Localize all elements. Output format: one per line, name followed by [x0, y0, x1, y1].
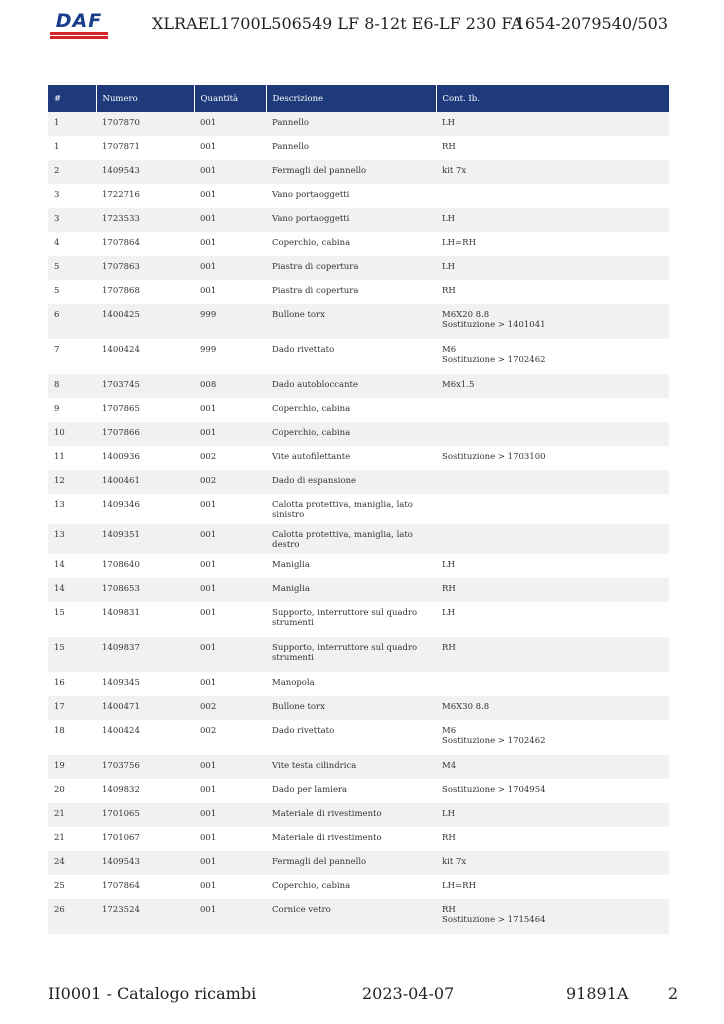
cell-quantity: 001: [194, 160, 266, 184]
cell-part-number: 1722716: [96, 184, 194, 208]
page-footer: [0, 978, 724, 1008]
cell-quantity: 001: [194, 524, 266, 554]
content-value: LH: [442, 560, 456, 570]
cell-index: 3: [48, 184, 96, 208]
cell-quantity: 001: [194, 256, 266, 280]
cell-description: Manopola: [266, 672, 436, 696]
cell-part-number: 1400424: [96, 720, 194, 755]
table-row: [48, 184, 669, 208]
cell-part-number: 1400461: [96, 470, 194, 494]
cell-quantity: 001: [194, 755, 266, 779]
content-value: LH: [442, 608, 456, 618]
cell-part-number: 1723524: [96, 899, 194, 934]
cell-part-number: 1708653: [96, 578, 194, 602]
cell-index: 9: [48, 398, 96, 422]
table-row: [48, 304, 669, 339]
cell-index: 24: [48, 851, 96, 875]
table-row: [48, 280, 669, 304]
cell-quantity: 001: [194, 578, 266, 602]
cell-part-number: 1409543: [96, 851, 194, 875]
document-title: XLRAEL1700L506549 LF 8-12t E6-LF 230 FA: [152, 14, 523, 33]
content-value: M6: [442, 345, 457, 355]
table-row: [48, 755, 669, 779]
cell-index: 11: [48, 446, 96, 470]
table-row: [48, 422, 669, 446]
cell-content: [436, 578, 669, 602]
cell-part-number: 1409543: [96, 160, 194, 184]
cell-content: [436, 398, 669, 422]
cell-part-number: 1409837: [96, 637, 194, 672]
table-header: [48, 85, 669, 112]
cell-description: Maniglia: [266, 578, 436, 602]
cell-description: Dado rivettato: [266, 339, 436, 374]
cell-part-number: 1707864: [96, 875, 194, 899]
page-number: 2: [668, 984, 679, 1003]
cell-quantity: 001: [194, 398, 266, 422]
cell-part-number: 1400471: [96, 696, 194, 720]
cell-content: [436, 112, 669, 136]
table-row: [48, 554, 669, 578]
cell-quantity: 001: [194, 208, 266, 232]
replacement-note: Sostituzione > 1715464: [442, 915, 546, 925]
cell-description: Materiale di rivestimento: [266, 803, 436, 827]
daf-logo: [48, 10, 110, 36]
cell-content: [436, 494, 669, 524]
cell-description: Maniglia: [266, 554, 436, 578]
cell-description: Pannello: [266, 136, 436, 160]
cell-content: [436, 696, 669, 720]
cell-part-number: 1703745: [96, 374, 194, 398]
content-value: LH: [442, 262, 456, 272]
table-body: [48, 112, 669, 934]
cell-quantity: 001: [194, 899, 266, 934]
content-value: LH: [442, 214, 456, 224]
cell-part-number: 1400424: [96, 339, 194, 374]
cell-description: Coperchio, cabina: [266, 875, 436, 899]
cell-content: [436, 827, 669, 851]
content-value: RH: [442, 643, 456, 653]
cell-content: [436, 208, 669, 232]
cell-index: 6: [48, 304, 96, 339]
cell-description: Bullone torx: [266, 304, 436, 339]
cell-content: [436, 422, 669, 446]
cell-index: 20: [48, 779, 96, 803]
cell-quantity: 001: [194, 184, 266, 208]
cell-content: [436, 136, 669, 160]
cell-index: 8: [48, 374, 96, 398]
content-value: RH: [442, 905, 456, 915]
cell-quantity: 002: [194, 696, 266, 720]
cell-content: [436, 374, 669, 398]
cell-index: 17: [48, 696, 96, 720]
cell-index: 2: [48, 160, 96, 184]
cell-part-number: 1409351: [96, 524, 194, 554]
cell-index: 12: [48, 470, 96, 494]
table-row: [48, 578, 669, 602]
cell-index: 18: [48, 720, 96, 755]
cell-quantity: 001: [194, 779, 266, 803]
cell-content: [436, 470, 669, 494]
table-row: [48, 779, 669, 803]
content-value: kit 7x: [442, 166, 467, 176]
content-value: M6X20 8.8: [442, 310, 490, 320]
catalog-date: 2023-04-07: [362, 984, 455, 1003]
content-value: LH: [442, 809, 456, 819]
cell-index: 21: [48, 803, 96, 827]
cell-description: Vano portaoggetti: [266, 184, 436, 208]
table-row: [48, 398, 669, 422]
content-value: RH: [442, 833, 456, 843]
content-value: RH: [442, 584, 456, 594]
cell-content: [436, 637, 669, 672]
table-row: [48, 374, 669, 398]
cell-content: [436, 339, 669, 374]
cell-part-number: 1400425: [96, 304, 194, 339]
cell-quantity: 001: [194, 637, 266, 672]
cell-description: Supporto, interruttore sul quadro strumenti: [266, 602, 436, 637]
cell-description: Coperchio, cabina: [266, 232, 436, 256]
cell-part-number: 1707871: [96, 136, 194, 160]
column-header-index: #: [48, 85, 96, 112]
cell-description: Supporto, interruttore sul quadro strumenti: [266, 637, 436, 672]
content-value: LH=RH: [442, 881, 476, 891]
cell-part-number: 1707864: [96, 232, 194, 256]
table-row: [48, 446, 669, 470]
cell-index: 7: [48, 339, 96, 374]
cell-description: Fermagli del pannello: [266, 851, 436, 875]
cell-part-number: 1707863: [96, 256, 194, 280]
cell-index: 10: [48, 422, 96, 446]
cell-description: Dado autobloccante: [266, 374, 436, 398]
cell-index: 3: [48, 208, 96, 232]
table-row: [48, 232, 669, 256]
cell-part-number: 1409345: [96, 672, 194, 696]
table-row: [48, 672, 669, 696]
cell-content: [436, 304, 669, 339]
cell-content: [436, 280, 669, 304]
content-value: Sostituzione > 1703100: [442, 452, 546, 462]
cell-quantity: 008: [194, 374, 266, 398]
cell-content: [436, 602, 669, 637]
table-row: [48, 470, 669, 494]
cell-quantity: 001: [194, 112, 266, 136]
content-value: M6: [442, 726, 457, 736]
cell-content: [436, 256, 669, 280]
cell-content: [436, 672, 669, 696]
table-row: [48, 875, 669, 899]
content-value: M4: [442, 761, 457, 771]
replacement-note: Sostituzione > 1702462: [442, 355, 546, 365]
table-row: [48, 637, 669, 672]
cell-index: 21: [48, 827, 96, 851]
cell-quantity: 001: [194, 494, 266, 524]
content-value: RH: [442, 286, 456, 296]
column-header-number: Numero: [96, 85, 194, 112]
cell-part-number: 1707865: [96, 398, 194, 422]
cell-quantity: 001: [194, 672, 266, 696]
column-header-description: Descrizione: [266, 85, 436, 112]
table-row: [48, 602, 669, 637]
cell-description: Piastra di copertura: [266, 280, 436, 304]
cell-content: [436, 803, 669, 827]
table-row: [48, 160, 669, 184]
column-header-quantity: Quantità: [194, 85, 266, 112]
cell-description: Piastra di copertura: [266, 256, 436, 280]
cell-quantity: 001: [194, 554, 266, 578]
cell-index: 5: [48, 280, 96, 304]
cell-index: 15: [48, 637, 96, 672]
cell-index: 15: [48, 602, 96, 637]
cell-description: Dado per lamiera: [266, 779, 436, 803]
column-header-content: Cont. Ib.: [436, 85, 669, 112]
replacement-note: Sostituzione > 1702462: [442, 736, 546, 746]
cell-part-number: 1701067: [96, 827, 194, 851]
cell-part-number: 1701065: [96, 803, 194, 827]
content-value: Sostituzione > 1704954: [442, 785, 546, 795]
cell-index: 13: [48, 494, 96, 524]
catalog-name: II0001 - Catalogo ricambi: [48, 984, 257, 1003]
cell-index: 1: [48, 112, 96, 136]
cell-index: 14: [48, 554, 96, 578]
cell-description: Calotta protettiva, maniglia, lato sinistro: [266, 494, 436, 524]
table-row: [48, 208, 669, 232]
cell-description: Calotta protettiva, maniglia, lato destro: [266, 524, 436, 554]
cell-index: 16: [48, 672, 96, 696]
table-row: [48, 136, 669, 160]
cell-index: 1: [48, 136, 96, 160]
table-row: [48, 112, 669, 136]
content-value: M6x1.5: [442, 380, 475, 390]
cell-quantity: 001: [194, 875, 266, 899]
cell-description: Dado rivettato: [266, 720, 436, 755]
cell-description: Coperchio, cabina: [266, 422, 436, 446]
logo-text: DAF: [55, 10, 103, 32]
cell-quantity: 001: [194, 851, 266, 875]
cell-quantity: 001: [194, 602, 266, 637]
cell-content: [436, 720, 669, 755]
cell-content: [436, 160, 669, 184]
cell-description: Coperchio, cabina: [266, 398, 436, 422]
cell-content: [436, 779, 669, 803]
table-row: [48, 803, 669, 827]
cell-index: 14: [48, 578, 96, 602]
cell-content: [436, 232, 669, 256]
cell-content: [436, 899, 669, 934]
cell-content: [436, 875, 669, 899]
cell-index: 5: [48, 256, 96, 280]
logo-stripe: [50, 36, 108, 39]
cell-quantity: 999: [194, 339, 266, 374]
cell-quantity: 001: [194, 280, 266, 304]
cell-description: Materiale di rivestimento: [266, 827, 436, 851]
cell-quantity: 001: [194, 136, 266, 160]
replacement-note: Sostituzione > 1401041: [442, 320, 546, 330]
cell-part-number: 1707870: [96, 112, 194, 136]
content-value: kit 7x: [442, 857, 467, 867]
cell-quantity: 001: [194, 422, 266, 446]
table-row: [48, 494, 669, 524]
table-row: [48, 696, 669, 720]
cell-description: Fermagli del pannello: [266, 160, 436, 184]
table-row: [48, 851, 669, 875]
cell-index: 25: [48, 875, 96, 899]
cell-part-number: 1707866: [96, 422, 194, 446]
cell-quantity: 001: [194, 827, 266, 851]
cell-index: 13: [48, 524, 96, 554]
cell-part-number: 1708640: [96, 554, 194, 578]
cell-quantity: 001: [194, 232, 266, 256]
cell-description: Vite autofilettante: [266, 446, 436, 470]
cell-description: Pannello: [266, 112, 436, 136]
logo-stripe: [50, 32, 108, 35]
cell-index: 26: [48, 899, 96, 934]
table-row: [48, 899, 669, 934]
cell-description: Bullone torx: [266, 696, 436, 720]
cell-quantity: 002: [194, 470, 266, 494]
cell-quantity: 001: [194, 803, 266, 827]
cell-content: [436, 554, 669, 578]
cell-description: Cornice vetro: [266, 899, 436, 934]
cell-part-number: 1400936: [96, 446, 194, 470]
page-header: [0, 0, 724, 60]
cell-part-number: 1707868: [96, 280, 194, 304]
cell-content: [436, 184, 669, 208]
document-code: 1654-2079540/503: [514, 14, 668, 33]
table-row: [48, 827, 669, 851]
cell-content: [436, 755, 669, 779]
cell-content: [436, 851, 669, 875]
cell-part-number: 1409831: [96, 602, 194, 637]
cell-description: Vano portaoggetti: [266, 208, 436, 232]
table-row: [48, 720, 669, 755]
cell-quantity: 999: [194, 304, 266, 339]
table-row: [48, 256, 669, 280]
catalog-code: 91891A: [566, 984, 629, 1003]
table-row: [48, 524, 669, 554]
cell-part-number: 1409832: [96, 779, 194, 803]
cell-description: Vite testa cilindrica: [266, 755, 436, 779]
cell-content: [436, 446, 669, 470]
cell-index: 19: [48, 755, 96, 779]
content-value: LH=RH: [442, 238, 476, 248]
cell-description: Dado di espansione: [266, 470, 436, 494]
content-value: M6X30 8.8: [442, 702, 490, 712]
parts-table: [48, 85, 669, 934]
cell-part-number: 1723533: [96, 208, 194, 232]
table-row: [48, 339, 669, 374]
cell-quantity: 002: [194, 720, 266, 755]
content-value: LH: [442, 118, 456, 128]
cell-part-number: 1409346: [96, 494, 194, 524]
cell-index: 4: [48, 232, 96, 256]
cell-quantity: 002: [194, 446, 266, 470]
content-value: RH: [442, 142, 456, 152]
cell-content: [436, 524, 669, 554]
cell-part-number: 1703756: [96, 755, 194, 779]
